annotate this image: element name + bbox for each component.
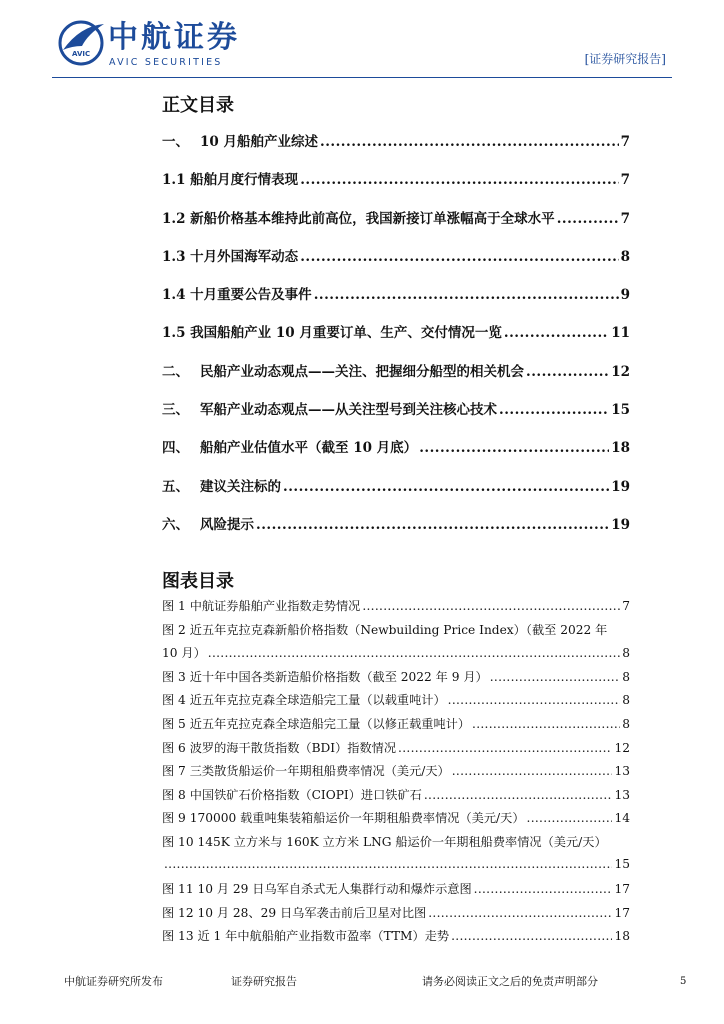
toc-item-number: 一、	[162, 134, 189, 150]
toc-item-page: 18	[611, 440, 630, 457]
page-number: 5	[680, 976, 687, 987]
avic-logo-icon	[58, 20, 106, 66]
figure-toc-title: 图表目录	[162, 571, 234, 592]
figure-page: 13	[614, 787, 630, 802]
header-divider	[52, 77, 672, 78]
figure-leader	[398, 741, 612, 755]
figure-caption: 图 4 近五年克拉克森全球造船完工量（以载重吨计）	[162, 693, 446, 708]
toc-leader	[256, 517, 609, 533]
toc-item-label: 10 月船舶产业综述	[200, 134, 318, 150]
toc-item-number: 六、	[162, 516, 189, 533]
figure-item-line1[interactable]	[162, 833, 630, 857]
toc-item-page: 19	[611, 516, 630, 533]
toc-leader	[283, 479, 609, 495]
toc-item-page: 8	[620, 248, 630, 265]
figure-leader	[474, 882, 613, 896]
toc-item-page: 7	[620, 210, 630, 227]
toc-item-label: 风险提示	[200, 516, 254, 533]
figure-item[interactable]	[162, 739, 630, 763]
toc-item-page: 11	[611, 325, 630, 342]
figure-page: 8	[622, 646, 630, 661]
toc-leader	[499, 402, 609, 418]
toc-leader	[320, 134, 619, 150]
figure-page: 18	[614, 929, 630, 944]
toc-leader	[526, 364, 609, 380]
toc-leader	[504, 325, 609, 341]
footer-publisher: 中航证券研究所发布	[64, 975, 163, 988]
toc-item[interactable]	[162, 283, 630, 321]
figure-item[interactable]	[162, 715, 630, 739]
figure-caption: 图 9 170000 载重吨集装箱船运价一年期租船费率情况（美元/天）	[162, 811, 525, 826]
toc-item-page: 9	[620, 287, 630, 304]
toc-item-label: 军船产业动态观点——从关注型号到关注核心技术	[200, 402, 497, 419]
figure-caption: 图 13 近 1 年中航船舶产业指数市盈率（TTM）走势	[162, 929, 450, 944]
figure-item[interactable]	[162, 786, 630, 810]
toc-item-number: 五、	[162, 478, 189, 495]
figure-leader	[428, 906, 612, 920]
figure-page: 7	[622, 599, 630, 613]
toc-item-label: 1.1 船舶月度行情表现	[162, 172, 299, 189]
toc-leader	[314, 287, 619, 303]
figure-leader	[472, 717, 620, 731]
figure-item[interactable]	[162, 927, 630, 951]
figure-caption: 图 8 中国铁矿石价格指数（CIOPI）进口铁矿石	[162, 787, 422, 802]
figure-caption: 图 11 10 月 29 日乌军自杀式无人集群行动和爆炸示意图	[162, 882, 472, 897]
figure-leader	[451, 929, 612, 943]
figure-caption: 图 2 近五年克拉克森新船价格指数（Newbuilding Price Index）（截至 2022 年	[162, 622, 608, 637]
figure-page: 8	[622, 669, 630, 684]
figure-item[interactable]	[162, 668, 630, 692]
figure-page: 12	[614, 740, 630, 755]
figure-page: 8	[622, 693, 630, 708]
footer-disclaimer: 请务必阅读正文之后的免责声明部分	[422, 975, 598, 988]
footer-report-type: 证券研究报告	[231, 975, 297, 988]
figure-caption: 图 6 波罗的海干散货指数（BDI）指数情况	[162, 740, 397, 755]
logo-text: AVIC	[72, 50, 91, 58]
figure-leader	[490, 670, 621, 684]
figure-caption: 图 7 三类散货船运价一年期租船费率情况（美元/天）	[162, 764, 450, 779]
toc-leader	[419, 440, 609, 456]
figure-list	[162, 597, 630, 951]
toc-item-page: 7	[620, 134, 630, 150]
figure-caption: 图 12 10 月 28、29 日乌军袭击前后卫星对比图	[162, 905, 427, 920]
figure-item[interactable]	[162, 880, 630, 904]
toc-leader	[557, 211, 619, 227]
figure-leader	[527, 811, 613, 825]
figure-leader	[362, 599, 620, 613]
figure-page: 17	[614, 905, 630, 920]
figure-leader	[208, 646, 620, 660]
figure-page: 14	[614, 811, 630, 826]
figure-caption-cont: 10 月）	[162, 646, 206, 661]
toc-item-page: 19	[611, 478, 630, 495]
toc-item[interactable]	[162, 475, 630, 513]
toc-item-label: 船舶产业估值水平（截至 10 月底）	[200, 440, 418, 457]
figure-caption: 图 3 近十年中国各类新造船价格指数（截至 2022 年 9 月）	[162, 669, 488, 684]
toc-item-page: 12	[611, 363, 630, 380]
toc-item[interactable]	[162, 436, 630, 474]
figure-leader	[448, 693, 621, 707]
toc-leader	[300, 249, 618, 265]
toc-item-label: 1.5 我国船舶产业 10 月重要订单、生产、交付情况一览	[162, 325, 502, 342]
figure-item[interactable]	[162, 809, 630, 833]
toc-item-label: 1.4 十月重要公告及事件	[162, 287, 312, 304]
toc-item-page: 15	[611, 402, 630, 419]
figure-item-line2[interactable]	[162, 857, 630, 881]
toc-item[interactable]	[162, 245, 630, 283]
toc-title: 正文目录	[162, 95, 234, 116]
figure-item[interactable]	[162, 597, 630, 621]
toc-item[interactable]	[162, 398, 630, 436]
toc-item[interactable]	[162, 360, 630, 398]
toc-item[interactable]	[162, 207, 630, 245]
toc-item[interactable]	[162, 130, 630, 168]
toc-item-page: 7	[620, 172, 630, 189]
brand-name-cn: 中航证券	[108, 20, 240, 55]
figure-item-line1[interactable]	[162, 621, 630, 645]
toc-leader	[300, 172, 618, 188]
figure-caption: 图 1 中航证券船舶产业指数走势情况	[162, 599, 361, 613]
figure-leader	[424, 788, 613, 802]
figure-caption: 图 5 近五年克拉克森全球造船完工量（以修正载重吨计）	[162, 716, 471, 731]
figure-page: 17	[614, 882, 630, 897]
figure-leader	[452, 764, 613, 778]
figure-page: 15	[614, 856, 630, 871]
figure-leader	[164, 857, 612, 871]
figure-caption: 图 10 145K 立方米与 160K 立方米 LNG 船运价一年期租船费率情况（美元/天）	[162, 834, 607, 849]
figure-item-line2[interactable]	[162, 644, 630, 668]
toc-item[interactable]	[162, 321, 630, 359]
toc-item-number: 二、	[162, 363, 189, 380]
toc-item-number: 四、	[162, 440, 189, 457]
toc-item-label: 1.3 十月外国海军动态	[162, 248, 299, 265]
figure-page: 8	[622, 716, 630, 731]
figure-item[interactable]	[162, 691, 630, 715]
toc-item-label: 建议关注标的	[200, 478, 281, 495]
figure-item[interactable]	[162, 904, 630, 928]
toc-item-label: 民船产业动态观点——关注、把握细分船型的相关机会	[200, 363, 524, 380]
toc-item[interactable]	[162, 513, 630, 551]
figure-item[interactable]	[162, 762, 630, 786]
toc-item-number: 三、	[162, 402, 189, 419]
toc-item-label: 1.2 新船价格基本维持此前高位，我国新接订单涨幅高于全球水平	[162, 210, 555, 227]
table-of-contents	[162, 130, 630, 551]
report-type-tag: [证券研究报告]	[584, 52, 666, 66]
figure-page: 13	[614, 764, 630, 779]
brand-name-en: AVIC SECURITIES	[109, 57, 223, 68]
toc-item[interactable]	[162, 168, 630, 206]
